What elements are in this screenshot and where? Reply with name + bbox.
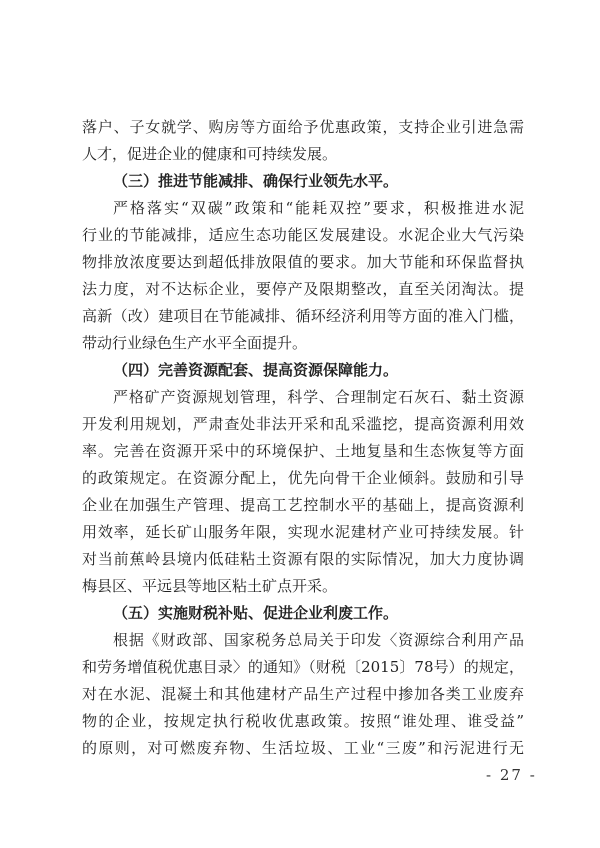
section-heading: （四）完善资源配套、提高资源保障能力。 (113, 361, 399, 379)
text-line: 行业的节能减排，适应生态功能区发展建设。水泥企业大气污染 (82, 226, 524, 244)
section-heading: （五）实施财税补贴、促进企业利废工作。 (113, 604, 399, 622)
text-line: 和劳务增值税优惠目录〉的通知》（财税〔2015〕78号）的规定， (82, 658, 524, 676)
text-line: 法力度，对不达标企业，要停产及限期整改，直至关闭淘汰。提 (82, 280, 524, 298)
text-line: 率。完善在资源开采中的环境保护、土地复垦和生态恢复等方面 (82, 442, 524, 460)
text-line: 梅县区、平远县等地区粘土矿点开采。 (82, 577, 338, 595)
document-body (82, 114, 524, 762)
section-heading: （三）推进节能减排、确保行业领先水平。 (113, 172, 399, 190)
text-line: 根据《财政部、国家税务总局关于印发〈资源综合利用产品 (113, 631, 524, 649)
text-line: 严格矿产资源规划管理，科学、合理制定石灰石、黏土资源 (113, 388, 524, 406)
text-line: 对在水泥、混凝土和其他建材产品生产过程中掺加各类工业废弃 (82, 685, 524, 703)
text-line: 的原则，对可燃废弃物、生活垃圾、工业“三废”和污泥进行无 (82, 739, 524, 757)
text-line: 高新（改）建项目在节能减排、循环经济利用等方面的准入门槛， (82, 307, 524, 325)
text-line: 的政策规定。在资源分配上，优先向骨干企业倾斜。鼓励和引导 (82, 469, 524, 487)
text-line: 物排放浓度要达到超低排放限值的要求。加大节能和环保监督执 (82, 253, 524, 271)
text-line: 用效率，延长矿山服务年限，实现水泥建材产业可持续发展。针 (82, 523, 524, 541)
page-number: - 27 - (486, 766, 537, 784)
text-line: 对当前蕉岭县境内低硅粘土资源有限的实际情况，加大力度协调 (82, 550, 524, 568)
text-line: 物的企业，按规定执行税收优惠政策。按照“谁处理、谁受益” (82, 712, 524, 730)
text-line: 企业在加强生产管理、提高工艺控制水平的基础上，提高资源利 (82, 496, 524, 514)
text-line: 落户、子女就学、购房等方面给予优惠政策，支持企业引进急需 (82, 118, 524, 136)
text-line: 开发利用规划，严肃查处非法开采和乱采滥挖，提高资源利用效 (82, 415, 524, 433)
text-line: 人才，促进企业的健康和可持续发展。 (82, 145, 338, 163)
text-line: 严格落实“双碳”政策和“能耗双控”要求，积极推进水泥 (113, 199, 524, 217)
text-line: 带动行业绿色生产水平全面提升。 (82, 334, 308, 352)
